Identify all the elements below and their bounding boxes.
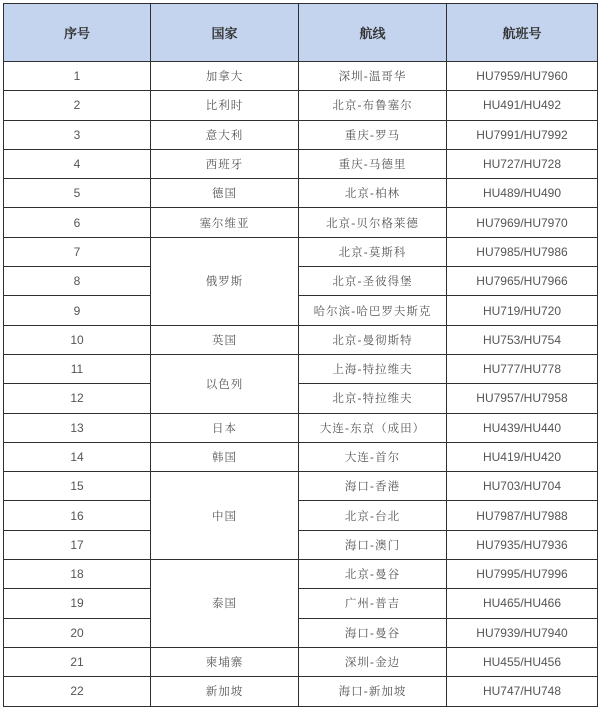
table-row — [4, 384, 598, 413]
serial-number-cell: 20 — [4, 618, 151, 647]
flight-number-cell: HU419/HU420 — [447, 442, 598, 471]
serial-number-cell: 2 — [4, 91, 151, 120]
flight-number-cell: HU455/HU456 — [447, 647, 598, 676]
table-row — [4, 442, 598, 471]
header-flight-number: 航班号 — [447, 4, 598, 62]
route-cell: 北京-曼谷 — [299, 560, 447, 589]
route-cell: 北京-圣彼得堡 — [299, 267, 447, 296]
serial-number-cell: 9 — [4, 296, 151, 325]
flight-number-cell: HU7991/HU7992 — [447, 120, 598, 149]
flight-number-cell: HU727/HU728 — [447, 149, 598, 178]
flight-number-cell: HU777/HU778 — [447, 354, 598, 383]
serial-number-cell: 4 — [4, 149, 151, 178]
table-row — [4, 618, 598, 647]
table-header — [4, 4, 598, 62]
route-cell: 广州-普吉 — [299, 589, 447, 618]
table-row — [4, 560, 598, 589]
route-cell: 重庆-罗马 — [299, 120, 447, 149]
route-cell: 北京-莫斯科 — [299, 237, 447, 266]
table-row — [4, 647, 598, 676]
serial-number-cell: 3 — [4, 120, 151, 149]
table-row — [4, 354, 598, 383]
country-cell: 柬埔寨 — [151, 647, 299, 676]
country-cell: 西班牙 — [151, 149, 299, 178]
country-cell: 德国 — [151, 179, 299, 208]
route-cell: 海口-香港 — [299, 472, 447, 501]
route-cell: 海口-新加坡 — [299, 677, 447, 706]
table-row — [4, 501, 598, 530]
table-row — [4, 267, 598, 296]
route-cell: 大连-首尔 — [299, 442, 447, 471]
table-row — [4, 472, 598, 501]
table-row — [4, 62, 598, 91]
flight-number-cell: HU7935/HU7936 — [447, 530, 598, 559]
route-cell: 上海-特拉维夫 — [299, 354, 447, 383]
route-cell: 深圳-温哥华 — [299, 62, 447, 91]
serial-number-cell: 19 — [4, 589, 151, 618]
table-row — [4, 237, 598, 266]
flight-number-cell: HU7985/HU7986 — [447, 237, 598, 266]
flight-number-cell: HU747/HU748 — [447, 677, 598, 706]
country-cell: 韩国 — [151, 442, 299, 471]
serial-number-cell: 14 — [4, 442, 151, 471]
country-cell: 日本 — [151, 413, 299, 442]
country-cell: 比利时 — [151, 91, 299, 120]
serial-number-cell: 5 — [4, 179, 151, 208]
table-row — [4, 149, 598, 178]
flight-number-cell: HU703/HU704 — [447, 472, 598, 501]
table-row — [4, 208, 598, 237]
serial-number-cell: 17 — [4, 530, 151, 559]
flight-number-cell: HU439/HU440 — [447, 413, 598, 442]
route-cell: 北京-布鲁塞尔 — [299, 91, 447, 120]
table-row — [4, 589, 598, 618]
country-cell: 俄罗斯 — [151, 237, 299, 325]
serial-number-cell: 1 — [4, 62, 151, 91]
flight-number-cell: HU719/HU720 — [447, 296, 598, 325]
header-serial-number: 序号 — [4, 4, 151, 62]
flight-number-cell: HU7957/HU7958 — [447, 384, 598, 413]
flight-number-cell: HU7939/HU7940 — [447, 618, 598, 647]
serial-number-cell: 11 — [4, 354, 151, 383]
table-row — [4, 413, 598, 442]
flight-number-cell: HU489/HU490 — [447, 179, 598, 208]
table-row — [4, 325, 598, 354]
flight-number-cell: HU465/HU466 — [447, 589, 598, 618]
serial-number-cell: 6 — [4, 208, 151, 237]
flight-routes-table — [3, 3, 598, 707]
serial-number-cell: 7 — [4, 237, 151, 266]
route-cell: 深圳-金边 — [299, 647, 447, 676]
flight-number-cell: HU7959/HU7960 — [447, 62, 598, 91]
route-cell: 海口-澳门 — [299, 530, 447, 559]
flight-routes-table-container — [3, 3, 597, 708]
route-cell: 北京-曼彻斯特 — [299, 325, 447, 354]
route-cell: 北京-台北 — [299, 501, 447, 530]
header-country: 国家 — [151, 4, 299, 62]
country-cell: 意大利 — [151, 120, 299, 149]
serial-number-cell: 15 — [4, 472, 151, 501]
table-body — [4, 62, 598, 707]
serial-number-cell: 16 — [4, 501, 151, 530]
country-cell: 加拿大 — [151, 62, 299, 91]
route-cell: 哈尔滨-哈巴罗夫斯克 — [299, 296, 447, 325]
table-row — [4, 530, 598, 559]
route-cell: 北京-柏林 — [299, 179, 447, 208]
route-cell: 海口-曼谷 — [299, 618, 447, 647]
route-cell: 北京-特拉维夫 — [299, 384, 447, 413]
serial-number-cell: 18 — [4, 560, 151, 589]
flight-number-cell: HU7995/HU7996 — [447, 560, 598, 589]
serial-number-cell: 22 — [4, 677, 151, 706]
route-cell: 北京-贝尔格莱德 — [299, 208, 447, 237]
flight-number-cell: HU7969/HU7970 — [447, 208, 598, 237]
route-cell: 重庆-马德里 — [299, 149, 447, 178]
table-row — [4, 179, 598, 208]
flight-number-cell: HU7987/HU7988 — [447, 501, 598, 530]
serial-number-cell: 10 — [4, 325, 151, 354]
country-cell: 以色列 — [151, 354, 299, 413]
table-row — [4, 120, 598, 149]
route-cell: 大连-东京（成田） — [299, 413, 447, 442]
flight-number-cell: HU491/HU492 — [447, 91, 598, 120]
serial-number-cell: 12 — [4, 384, 151, 413]
table-row — [4, 91, 598, 120]
flight-number-cell: HU753/HU754 — [447, 325, 598, 354]
table-row — [4, 296, 598, 325]
country-cell: 中国 — [151, 472, 299, 560]
serial-number-cell: 21 — [4, 647, 151, 676]
header-row — [4, 4, 598, 62]
country-cell: 泰国 — [151, 560, 299, 648]
header-route: 航线 — [299, 4, 447, 62]
country-cell: 英国 — [151, 325, 299, 354]
serial-number-cell: 13 — [4, 413, 151, 442]
country-cell: 新加坡 — [151, 677, 299, 706]
flight-number-cell: HU7965/HU7966 — [447, 267, 598, 296]
serial-number-cell: 8 — [4, 267, 151, 296]
country-cell: 塞尔维亚 — [151, 208, 299, 237]
table-row — [4, 677, 598, 706]
